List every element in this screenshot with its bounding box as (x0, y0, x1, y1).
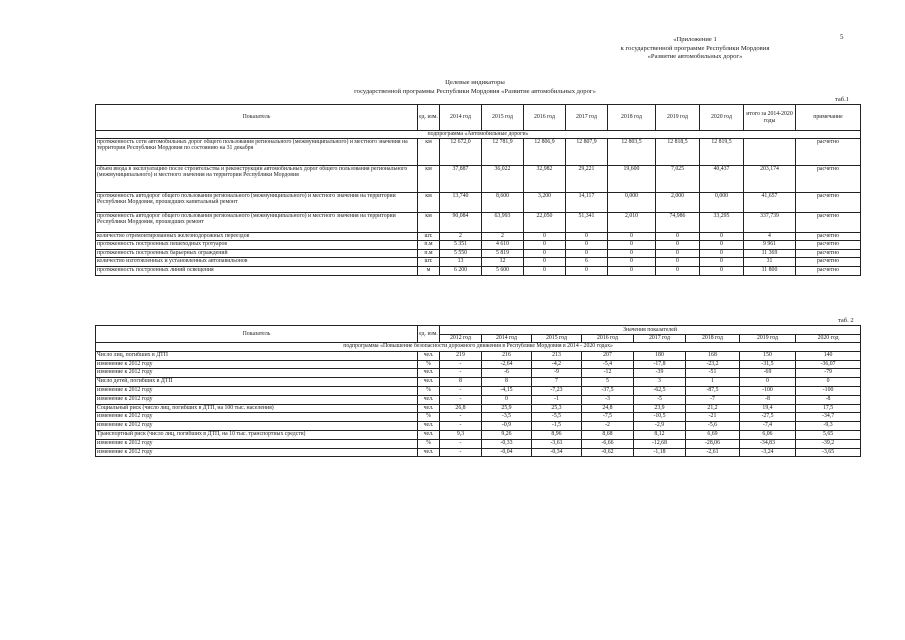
value-cell: 0 (796, 378, 861, 387)
table2-label: таб. 2 (838, 317, 854, 324)
value-cell: -36,07 (796, 360, 861, 369)
value-cell: -10,5 (634, 413, 686, 422)
title-line-2: государственной программы Республики Мордовия «Развитие автомобильных дорог» (354, 88, 596, 95)
value-cell: -0,34 (532, 448, 582, 457)
indicator-name: объем ввода в эксплуатацию после строительства и реконструкции автомобильных дорог общего пользования регионального (межмуниципального) и местного значения на территории Республики Мордовия (96, 165, 418, 192)
value-cell: -51 (686, 369, 740, 378)
value-cell: 37,887 (440, 165, 482, 192)
table-row (96, 360, 861, 369)
value-cell: 2,000 (656, 192, 700, 212)
table1-header-cell: 2016 год (524, 105, 566, 131)
unit-cell: % (418, 413, 440, 422)
note-cell: расчетно (796, 266, 861, 275)
value-cell: 0 (656, 249, 700, 258)
value-cell: 3,200 (524, 192, 566, 212)
value-cell: 14,117 (566, 192, 608, 212)
note-cell: расчетно (796, 249, 861, 258)
appendix-line-1: «Приложение 1 (673, 36, 717, 43)
value-cell: 11 369 (744, 249, 796, 258)
value-cell: 0 (608, 249, 656, 258)
value-cell: 17,5 (796, 404, 861, 413)
value-cell: 41,657 (744, 192, 796, 212)
value-cell: 9,26 (482, 430, 532, 439)
value-cell: -79 (796, 369, 861, 378)
value-cell: 11 800 (744, 266, 796, 275)
value-cell: 0 (656, 258, 700, 267)
value-cell: 203,174 (744, 165, 796, 192)
indicator-name: количество отремонтированных железнодорожных переездов (96, 232, 418, 241)
indicator-name: изменение к 2012 году (96, 439, 418, 448)
value-cell: -3,65 (796, 448, 861, 457)
value-cell: 216 (482, 351, 532, 360)
value-cell: 0 (656, 232, 700, 241)
table-row (96, 378, 861, 387)
value-cell: 1 (686, 378, 740, 387)
unit-cell: % (418, 439, 440, 448)
value-cell: 8,68 (582, 430, 634, 439)
appendix-heading (565, 36, 825, 62)
value-cell: -0,62 (582, 448, 634, 457)
value-cell: -5,6 (686, 422, 740, 431)
value-cell (744, 138, 796, 165)
value-cell: 3 (634, 378, 686, 387)
indicator-name: Число лиц, погибших в ДТП (96, 351, 418, 360)
value-cell: -34,83 (740, 439, 796, 448)
unit-cell: чел. (418, 422, 440, 431)
value-cell: -31,5 (740, 360, 796, 369)
note-cell: расчетно (796, 241, 861, 250)
value-cell: 21,2 (686, 404, 740, 413)
value-cell: 4 (744, 232, 796, 241)
title-line-1: Целевые индикаторы (445, 79, 505, 86)
value-cell: 8 (440, 378, 482, 387)
value-cell: 5 550 (440, 249, 482, 258)
table1-header-cell: 2017 год (566, 105, 608, 131)
value-cell: -100 (796, 386, 861, 395)
value-cell: -8 (740, 395, 796, 404)
value-cell: 33,295 (700, 212, 744, 232)
value-cell: -7,23 (532, 386, 582, 395)
value-cell: 5,65 (796, 430, 861, 439)
table1-header-row (96, 105, 861, 131)
indicator-name: Социальный риск (число лиц, погибших в ДТП, на 100 тыс. населения) (96, 404, 418, 413)
indicator-name: изменение к 2012 году (96, 413, 418, 422)
value-cell: 25,9 (482, 404, 532, 413)
value-cell: -2,61 (686, 448, 740, 457)
table-row (96, 422, 861, 431)
value-cell: -1,18 (634, 448, 686, 457)
value-cell: 2,010 (608, 212, 656, 232)
unit-cell: чел. (418, 378, 440, 387)
value-cell: 22,050 (524, 212, 566, 232)
indicator-name: протяженность построенных линий освещения (96, 266, 418, 275)
table1-header-cell: ед. изм. (418, 105, 440, 131)
value-cell: 0,000 (608, 192, 656, 212)
value-cell: 207 (582, 351, 634, 360)
unit-cell: п.м (418, 249, 440, 258)
table2-section-title: подпрограмма «Повышение безопасности дорожного движения в Республике Мордовия в 2014 - 2020 годах» (96, 343, 861, 352)
value-cell: 0 (656, 266, 700, 275)
value-cell: 8,96 (532, 430, 582, 439)
value-cell: -37,5 (582, 386, 634, 395)
table1-header-cell: 2014 год (440, 105, 482, 131)
table-indicators-safety (95, 325, 861, 457)
table1-section-row (96, 131, 861, 139)
table-row (96, 404, 861, 413)
note-cell: расчетно (796, 165, 861, 192)
value-cell: -12 (582, 369, 634, 378)
value-cell: - (440, 448, 482, 457)
value-cell: -2,64 (482, 360, 532, 369)
table1-header-cell: примечание (796, 105, 861, 131)
value-cell: 19,4 (740, 404, 796, 413)
value-cell: 7,025 (656, 165, 700, 192)
value-cell: -6 (482, 369, 532, 378)
value-cell: 8,600 (482, 192, 524, 212)
value-cell: 0 (700, 266, 744, 275)
value-cell: -5,4 (582, 360, 634, 369)
value-cell: - (440, 395, 482, 404)
value-cell: 19,600 (608, 165, 656, 192)
value-cell: -62,5 (634, 386, 686, 395)
value-cell: 12 803,5 (608, 138, 656, 165)
value-cell: 4 610 (482, 241, 524, 250)
table-row (96, 369, 861, 378)
value-cell: 12 818,5 (656, 138, 700, 165)
value-cell: 0 (566, 249, 608, 258)
note-cell: расчетно (796, 212, 861, 232)
value-cell: 213 (532, 351, 582, 360)
indicator-name: протяженность построенных барьерных ограждений (96, 249, 418, 258)
document-title (300, 78, 650, 96)
value-cell: 0 (700, 258, 744, 267)
indicator-name: изменение к 2012 году (96, 395, 418, 404)
value-cell: - (440, 386, 482, 395)
indicator-name: изменение к 2012 году (96, 448, 418, 457)
value-cell: -39,2 (796, 439, 861, 448)
table2-year-cell: 2014 год (482, 335, 532, 343)
value-cell: 5 351 (440, 241, 482, 250)
value-cell: -28,06 (686, 439, 740, 448)
table2-header-values: Значения показателей (440, 326, 861, 335)
value-cell: 63,993 (482, 212, 524, 232)
value-cell: 13,740 (440, 192, 482, 212)
value-cell: -39 (634, 369, 686, 378)
unit-cell: м (418, 266, 440, 275)
value-cell: 36,022 (482, 165, 524, 192)
value-cell: -100 (740, 386, 796, 395)
value-cell: -0,33 (482, 439, 532, 448)
table2-header-row (96, 326, 861, 335)
value-cell: -1,5 (532, 422, 582, 431)
value-cell: 337,739 (744, 212, 796, 232)
value-cell: -3,24 (740, 448, 796, 457)
value-cell: 90,084 (440, 212, 482, 232)
value-cell: -5 (634, 395, 686, 404)
unit-cell: % (418, 386, 440, 395)
table2-year-cell: 2018 год (686, 335, 740, 343)
value-cell: - (440, 360, 482, 369)
value-cell: 0 (524, 249, 566, 258)
table-row (96, 138, 861, 165)
unit-cell: км (418, 192, 440, 212)
value-cell: -17,8 (634, 360, 686, 369)
value-cell: 24,8 (582, 404, 634, 413)
value-cell: 0 (566, 266, 608, 275)
value-cell: -0,04 (482, 448, 532, 457)
value-cell: -3,5 (482, 413, 532, 422)
value-cell: 219 (440, 351, 482, 360)
value-cell: -7 (686, 395, 740, 404)
value-cell: -6,66 (582, 439, 634, 448)
unit-cell: чел. (418, 369, 440, 378)
value-cell: -23,2 (686, 360, 740, 369)
value-cell: 168 (686, 351, 740, 360)
value-cell: 32,982 (524, 165, 566, 192)
value-cell: -8 (796, 395, 861, 404)
value-cell: 0 (608, 266, 656, 275)
value-cell: -12,68 (634, 439, 686, 448)
value-cell: - (440, 439, 482, 448)
table-row (96, 395, 861, 404)
unit-cell: чел. (418, 404, 440, 413)
unit-cell: чел. (418, 351, 440, 360)
value-cell: 0 (656, 241, 700, 250)
value-cell: -3 (582, 395, 634, 404)
value-cell: 12 807,9 (566, 138, 608, 165)
indicator-name: протяженность сети автомобильных дорог общего пользования регионального (межмуниципального) и местного значения на территории Республики Мордовия по состоянию на 31 декабря (96, 138, 418, 165)
table-row (96, 413, 861, 422)
indicator-name: изменение к 2012 году (96, 422, 418, 431)
indicator-name: протяженность построенных пешеходных тротуаров (96, 241, 418, 250)
value-cell: 150 (740, 351, 796, 360)
unit-cell: км (418, 212, 440, 232)
value-cell: -2 (582, 422, 634, 431)
value-cell: 0 (700, 241, 744, 250)
appendix-line-2: к государственной программе Республики Мордовия (620, 44, 770, 52)
value-cell: 0 (608, 258, 656, 267)
value-cell: 0 (524, 232, 566, 241)
value-cell: 2 (440, 232, 482, 241)
table2-year-cell: 2012 год (440, 335, 482, 343)
value-cell: -69 (740, 369, 796, 378)
indicator-name: протяженность автодорог общего пользования регионального (межмуниципального) и местного значения на территории Республики Мордовия, прошедших ремонт (96, 212, 418, 232)
value-cell: 2 (482, 232, 524, 241)
value-cell: 180 (634, 351, 686, 360)
indicator-name: Число детей, погибших в ДТП (96, 378, 418, 387)
value-cell: 29,221 (566, 165, 608, 192)
value-cell: 0,000 (700, 192, 744, 212)
value-cell: 0 (608, 232, 656, 241)
table-row (96, 241, 861, 250)
value-cell: 8 (482, 378, 532, 387)
value-cell: 0 (566, 241, 608, 250)
table1-header-cell: 2019 год (656, 105, 700, 131)
value-cell: 9 961 (744, 241, 796, 250)
value-cell: 13 (440, 258, 482, 267)
value-cell: 5 (582, 378, 634, 387)
value-cell: -87,5 (686, 386, 740, 395)
value-cell: -7,4 (740, 422, 796, 431)
value-cell: - (440, 369, 482, 378)
table-row (96, 232, 861, 241)
value-cell: 7 (532, 378, 582, 387)
unit-cell: шт. (418, 232, 440, 241)
unit-cell: чел. (418, 430, 440, 439)
value-cell: -4,2 (532, 360, 582, 369)
table-row (96, 448, 861, 457)
value-cell: 12 (482, 258, 524, 267)
value-cell: 0 (608, 241, 656, 250)
table2-year-cell: 2017 год (634, 335, 686, 343)
value-cell: -27,5 (740, 413, 796, 422)
table1-header-cell: итого за 2014-2020 годы (744, 105, 796, 131)
indicator-name: количество изготовленных и установленных автопавильонов (96, 258, 418, 267)
unit-cell: км (418, 165, 440, 192)
unit-cell: шт. (418, 258, 440, 267)
value-cell: 6 200 (440, 266, 482, 275)
table2-header-unit: ед. изм. (418, 326, 440, 343)
indicator-name: изменение к 2012 году (96, 386, 418, 395)
unit-cell: п.м (418, 241, 440, 250)
unit-cell: % (418, 360, 440, 369)
indicator-name: изменение к 2012 году (96, 369, 418, 378)
value-cell: 12 806,9 (524, 138, 566, 165)
table-row (96, 165, 861, 192)
value-cell: 0 (700, 232, 744, 241)
table-row (96, 266, 861, 275)
unit-cell: чел. (418, 395, 440, 404)
value-cell: 26,8 (440, 404, 482, 413)
value-cell: 0 (524, 241, 566, 250)
table1-label: таб.1 (835, 96, 849, 103)
value-cell: 0 (740, 378, 796, 387)
value-cell: -5,5 (532, 413, 582, 422)
table-row (96, 386, 861, 395)
value-cell: 9,3 (440, 430, 482, 439)
value-cell: 0 (700, 249, 744, 258)
table-row (96, 249, 861, 258)
value-cell: 12 781,9 (482, 138, 524, 165)
table-row (96, 192, 861, 212)
table-row (96, 258, 861, 267)
table2-section-row (96, 343, 861, 352)
table2-header-indicator: Показатель (96, 326, 418, 343)
table2-year-cell: 2015 год (532, 335, 582, 343)
value-cell: 6,06 (740, 430, 796, 439)
value-cell: 0 (524, 258, 566, 267)
value-cell: -1 (532, 395, 582, 404)
value-cell: - (440, 422, 482, 431)
table1-header-cell: 2020 год (700, 105, 744, 131)
table1-header-cell: 2015 год (482, 105, 524, 131)
value-cell: 0 (482, 395, 532, 404)
value-cell: -4,15 (482, 386, 532, 395)
value-cell: 31 (744, 258, 796, 267)
value-cell: -2,9 (634, 422, 686, 431)
value-cell: 51,341 (566, 212, 608, 232)
value-cell: -7,5 (582, 413, 634, 422)
value-cell: 74,986 (656, 212, 700, 232)
value-cell: -0,9 (482, 422, 532, 431)
table1-header-cell: 2018 год (608, 105, 656, 131)
value-cell: 5 600 (482, 266, 524, 275)
table-indicators-roads (95, 104, 861, 276)
unit-cell: чел. (418, 448, 440, 457)
value-cell: 25,3 (532, 404, 582, 413)
note-cell: расчетно (796, 192, 861, 212)
table2-year-cell: 2016 год (582, 335, 634, 343)
value-cell: -9,3 (796, 422, 861, 431)
indicator-name: Транспортный риск (число лиц, погибших в ДТП, на 10 тыс. транспортных средств) (96, 430, 418, 439)
value-cell: 12 672,0 (440, 138, 482, 165)
value-cell: 8,12 (634, 430, 686, 439)
value-cell: - (440, 413, 482, 422)
unit-cell: км (418, 138, 440, 165)
appendix-line-3: «Развитие автомобильных дорог» (647, 53, 743, 61)
value-cell: 6 (566, 258, 608, 267)
value-cell: 0 (566, 232, 608, 241)
value-cell: 12 819,5 (700, 138, 744, 165)
table1-section-title: подпрограмма «Автомобильные дороги» (96, 131, 861, 139)
value-cell: 5 819 (482, 249, 524, 258)
note-cell: расчетно (796, 138, 861, 165)
table-row (96, 351, 861, 360)
table2-year-cell: 2020 год (796, 335, 861, 343)
value-cell: 23,9 (634, 404, 686, 413)
indicator-name: протяженность автодорог общего пользования регионального (межмуниципального) и местного значения на территории Республики Мордовия, прошедших капитальный ремонт (96, 192, 418, 212)
note-cell: расчетно (796, 258, 861, 267)
value-cell: -21 (686, 413, 740, 422)
value-cell: -3,61 (532, 439, 582, 448)
page-number: 5 (840, 33, 844, 41)
value-cell: -9 (532, 369, 582, 378)
indicator-name: изменение к 2012 году (96, 360, 418, 369)
value-cell: 40,437 (700, 165, 744, 192)
value-cell: 6,69 (686, 430, 740, 439)
table-row (96, 212, 861, 232)
table-row (96, 439, 861, 448)
table2-year-cell: 2019 год (740, 335, 796, 343)
value-cell: 0 (524, 266, 566, 275)
value-cell: 140 (796, 351, 861, 360)
table-row (96, 430, 861, 439)
value-cell: -34,7 (796, 413, 861, 422)
note-cell: расчетно (796, 232, 861, 241)
table1-header-cell: Показатель (96, 105, 418, 131)
